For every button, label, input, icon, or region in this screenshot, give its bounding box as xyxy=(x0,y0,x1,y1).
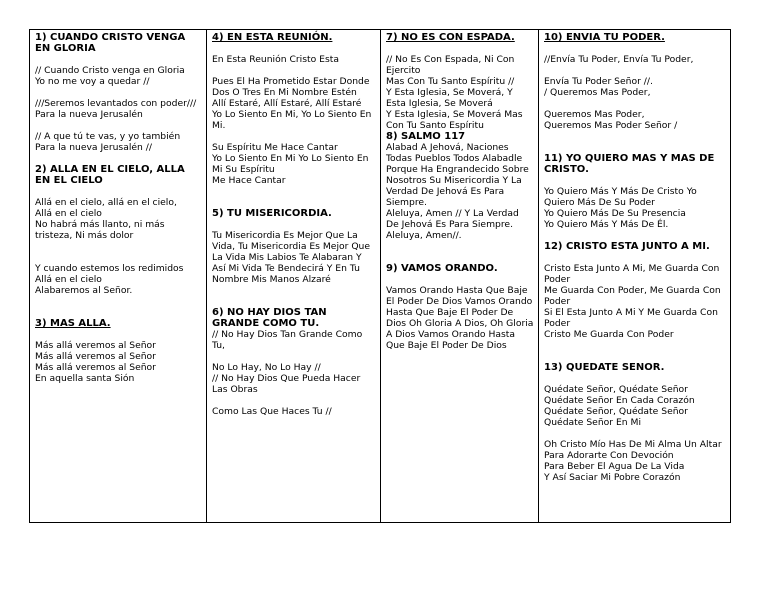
song-title: 10) ENVIA TU PODER. xyxy=(544,32,665,43)
column-4 xyxy=(539,30,730,522)
song-title: 7) NO ES CON ESPADA. xyxy=(386,32,515,43)
column-1 xyxy=(30,30,207,522)
song-paragraph: ///Seremos levantados con poder/// Para la nueva Jerusalén xyxy=(35,98,197,120)
song-5 xyxy=(212,208,376,285)
song-paragraph: Como Las Que Haces Tu // xyxy=(212,406,332,417)
song-paragraph: Y cuando estemos los redimidos Allá en el cielo Alabaremos al Señor. xyxy=(35,263,184,296)
song-title: 5) TU MISERICORDIA. xyxy=(212,208,332,219)
song-paragraph: Tu Misericordia Es Mejor Que La Vida, Tu Misericordia Es Mejor Que La Vida Mis Labios Te Alabaran Y Así Mi Vida Te Bendecirá Y En Tu Nombre Mis Manos Alzaré xyxy=(212,230,371,285)
song-title: 11) YO QUIERO MAS Y MAS DE CRISTO. xyxy=(544,153,715,175)
song-paragraph: Su Espíritu Me Hace Cantar Yo Lo Siento En Mi Yo Lo Siento En Mi Su Espíritu Me Hace Cantar xyxy=(212,142,369,186)
song-3 xyxy=(35,318,202,384)
song-13 xyxy=(544,362,726,483)
song-paragraph: //Envía Tu Poder, Envía Tu Poder, xyxy=(544,54,694,65)
song-title: 12) CRISTO ESTA JUNTO A MI. xyxy=(544,241,710,252)
song-1 xyxy=(35,32,202,153)
song-title: 13) QUEDATE SENOR. xyxy=(544,362,665,373)
column-3 xyxy=(381,30,539,522)
song-paragraph: Cristo Esta Junto A Mi, Me Guarda Con Poder Me Guarda Con Poder, Me Guarda Con Poder Si El Esta Junto A Mi Y Me Guarda Con Poder Cristo Me Guarda Con Poder xyxy=(544,263,721,340)
song-paragraph: Quédate Señor, Quédate Señor Quédate Señor En Cada Corazón Quédate Señor, Quédate Señor Quédate Señor En Mi xyxy=(544,384,695,428)
song-8 xyxy=(386,131,534,241)
song-paragraph: Queremos Mas Poder, Queremos Mas Poder Señor / xyxy=(544,109,678,131)
song-2 xyxy=(35,164,202,296)
song-paragraph: Yo Quiero Más Y Más De Cristo Yo Quiero Más De Su Poder Yo Quiero Más De Su Presencia Yo Quiero Más Y Más De Él. xyxy=(544,186,697,230)
song-title: 8) SALMO 117 xyxy=(386,131,466,142)
song-10 xyxy=(544,32,726,131)
song-7 xyxy=(386,32,534,131)
song-title: 4) EN ESTA REUNIÓN. xyxy=(212,32,333,43)
column-2 xyxy=(207,30,381,522)
song-sheet xyxy=(29,29,731,523)
song-paragraph: En Esta Reunión Cristo Esta xyxy=(212,54,339,65)
song-title: 3) MAS ALLA. xyxy=(35,318,111,329)
song-paragraph: Envía Tu Poder Señor //. / Queremos Mas Poder, xyxy=(544,76,653,98)
song-paragraph: Alabad A Jehová, Naciones Todas Pueblos Todos Alabadle Porque Ha Engrandecido Sobre Nosotros Su Misericordia Y La Verdad De Jehová Es Para Siempre. Aleluya, Amen // Y La Verdad De Jehová Es Para Siempre. Aleluya, Amen//. xyxy=(386,142,529,241)
song-paragraph: No Lo Hay, No Lo Hay // // No Hay Dios Que Pueda Hacer Las Obras xyxy=(212,362,361,395)
song-title: 2) ALLA EN EL CIELO, ALLA EN EL CIELO xyxy=(35,164,185,186)
song-paragraph: Más allá veremos al Señor Más allá veremos al Señor Más allá veremos al Señor En aquella santa Sión xyxy=(35,340,156,384)
song-9 xyxy=(386,263,534,351)
song-title: 1) CUANDO CRISTO VENGA EN GLORIA xyxy=(35,32,186,54)
song-paragraph: // No Hay Dios Tan Grande Como Tu, xyxy=(212,329,363,351)
song-paragraph: // Cuando Cristo venga en Gloria Yo no me voy a quedar // xyxy=(35,65,185,87)
song-paragraph: Pues El Ha Prometido Estar Donde Dos O Tres En Mi Nombre Estén Allí Estaré, Allí Estaré, Allí Estaré Yo Lo Siento En Mi, Yo Lo Siento En Mi. xyxy=(212,76,372,131)
song-paragraph: Oh Cristo Mío Has De Mi Alma Un Altar Para Adorarte Con Devoción Para Beber El Agua De La Vida Y Así Saciar Mi Pobre Corazón xyxy=(544,439,722,483)
song-12 xyxy=(544,241,726,340)
song-4 xyxy=(212,32,376,186)
song-paragraph: // No Es Con Espada, Ni Con Ejercito Mas Con Tu Santo Espíritu // Y Esta Iglesia, Se Moverá, Y Esta Iglesia, Se Moverá Y Esta Iglesia, Se Moverá Mas Con Tu Santo Espíritu xyxy=(386,54,523,131)
song-paragraph: // A que tú te vas, y yo también Para la nueva Jerusalén // xyxy=(35,131,181,153)
song-paragraph: Allá en el cielo, allá en el cielo, Allá en el cielo No habrá más llanto, ni más tristeza, Ni más dolor xyxy=(35,197,177,241)
song-title: 6) NO HAY DIOS TAN GRANDE COMO TU. xyxy=(212,307,327,329)
song-6 xyxy=(212,307,376,417)
song-paragraph: Vamos Orando Hasta Que Baje El Poder De Dios Vamos Orando Hasta Que Baje El Poder De Dios Oh Gloria A Dios, Oh Gloria A Dios Vamos Orando Hasta Que Baje El Poder De Dios xyxy=(386,285,534,351)
song-11 xyxy=(544,153,726,230)
song-title: 9) VAMOS ORANDO. xyxy=(386,263,498,274)
